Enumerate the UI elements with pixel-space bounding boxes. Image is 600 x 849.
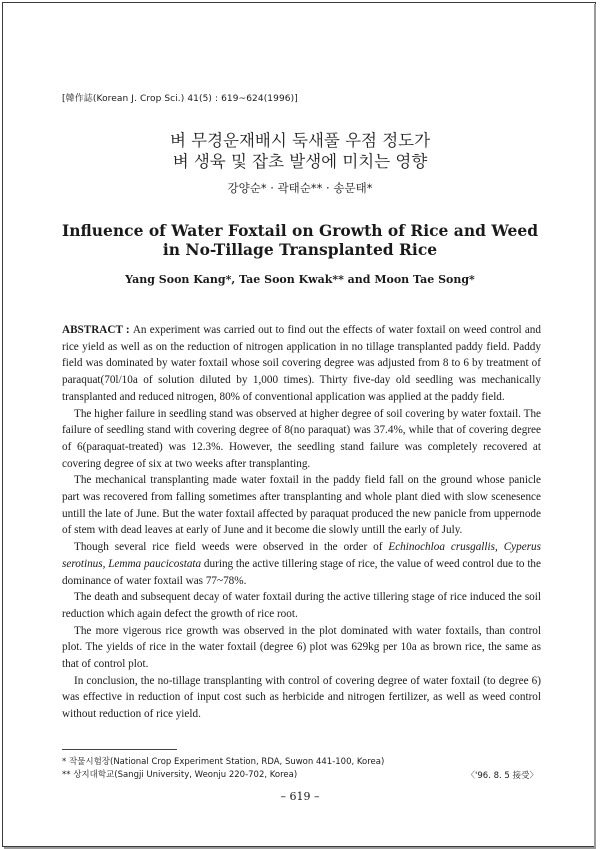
english-authors: Yang Soon Kang*, Tae Soon Kwak** and Moon Tae Song*	[125, 273, 475, 286]
footnote-1: * 작물시험장(National Crop Experiment Station, RDA, Suwon 441-100, Korea)	[62, 757, 385, 767]
korean-title-line-1: 벼 무경운재배시 둑새풀 우점 정도가	[169, 131, 431, 150]
english-title-line-1: Influence of Water Foxtail on Growth of Rice and Weed	[61, 221, 539, 240]
abstract-paragraph-7: In conclusion, the no-tillage transplanting with control of covering degree of water foxtail (to degree 6) was effective in reduction of input cost such as herbicide and nitrogen fertilizer, as well as weed control without reduction of rice yield.	[62, 674, 541, 721]
korean-authors: 강양순* · 곽태순** · 송문태*	[227, 181, 373, 195]
received-date: 〈'96. 8. 5 接受〉	[466, 771, 538, 781]
english-title-line-2: in No-Tillage Transplanted Rice	[162, 240, 438, 259]
korean-title-line-2: 벼 생육 및 잡초 발생에 미치는 영향	[172, 152, 428, 171]
abstract-body	[62, 322, 541, 723]
footnote-divider	[62, 749, 177, 750]
abstract-paragraph-5: The death and subsequent decay of water foxtail during the active tillering stage of rice induced the soil reduction which again defect the growth of rice root.	[62, 591, 541, 620]
abstract-text-1: An experiment was carried out to find out the effects of water foxtail on weed control and rice yield as well as on the reduction of nitrogen application in no tillage transplanted paddy field. Paddy field was dominated by water foxtail whose soil covering degree was adjusted from 8 to 6 by treatment of paraquat(70l/10a of solution diluted by 1,000 times). Thirty five-day old seedling was mechanically transplanted and reduced nitrogen, 80% of conventional application was applied at the paddy field.	[62, 324, 541, 403]
journal-citation: [韓作誌(Korean J. Crop Sci.) 41(5) : 619~624(1996)]	[62, 94, 298, 104]
abstract-paragraph-2: The higher failure in seedling stand was observed at higher degree of soil covering by water foxtail. The failure of seedling stand with covering degree of 8(no paraquat) was 37.4%, while that of covering degree of 6(paraquat-treated) was 12.3%. However, the seedling stand failure was completely recovered at covering degree of six at two weeks after transplanting.	[62, 407, 541, 470]
abstract-paragraph-3: The mechanical transplanting made water foxtail in the paddy field fall on the ground whose panicle part was recovered from falling sometimes after transplanting and whole plant died with slow scenesence untill the late of June. But the water foxtail affected by paraquat produced the new panicle from uppernode of stem with dead leaves at early of June and it become die slowly untill the early of July.	[62, 474, 541, 537]
abstract-label: ABSTRACT :	[62, 324, 133, 336]
footnote-2: ** 상지대학교(Sangji University, Weonju 220-702, Korea)	[62, 770, 298, 780]
abstract-paragraph-1	[62, 322, 541, 406]
abstract-text-4a: Though several rice field weeds were observed in the order of	[74, 541, 389, 554]
abstract-text-4b: during the active tillering stage of rice, the value of weed control due to the dominance of water foxtail was 77~78%.	[62, 557, 541, 587]
page-number: – 619 –	[280, 790, 320, 803]
abstract-paragraph-6: The more vigerous rice growth was observed in the plot dominated with water foxtails, than control plot. The yields of rice in the water foxtail (degree 6) plot was 629kg per 10a as brown rice, the same as that of control plot.	[62, 624, 541, 671]
abstract-paragraph-4	[62, 539, 541, 589]
weed-species: Echinochloa crusgallis, Cyperus serotinus, Lemma paucicostata	[62, 541, 541, 570]
